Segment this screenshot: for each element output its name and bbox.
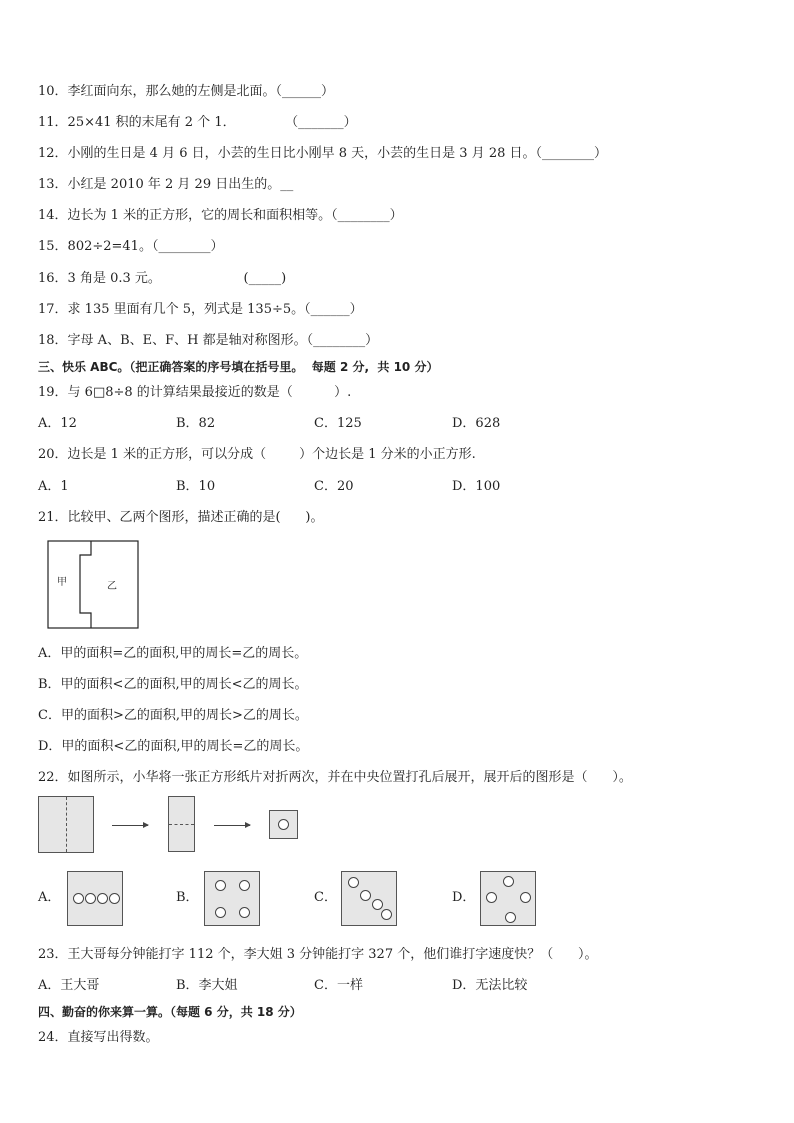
section-4-heading: 四、勤奋的你来算一算。（每题 6 分，共 18 分） [38, 1005, 302, 1019]
hole [215, 907, 226, 918]
option-a: A．12 [38, 416, 77, 431]
q22-option-d-figure [480, 871, 536, 926]
hole [109, 893, 120, 904]
q21-label-yi: 乙 [107, 581, 117, 592]
option-c: C．125 [314, 416, 362, 431]
option-d: D．628 [452, 416, 501, 431]
question-21: 21．比较甲、乙两个图形，描述正确的是( )。 [38, 510, 324, 525]
hole [505, 912, 516, 923]
q22-option-a-figure [67, 871, 123, 926]
option-a: A．王大哥 [38, 978, 100, 993]
hole [486, 892, 497, 903]
arrow-icon [112, 825, 148, 826]
option-c: C．一样 [314, 978, 363, 993]
option-c: C．20 [314, 479, 354, 494]
question-16: 16．3 角是 0.3 元。 (_____) [38, 271, 287, 286]
option-d: D．无法比较 [452, 978, 528, 993]
folding-step-3-square [269, 810, 298, 839]
question-17: 17．求 135 里面有几个 5，列式是 135÷5。（______） [38, 302, 363, 317]
hole [348, 877, 359, 888]
q21-label-jia: 甲 [57, 577, 67, 588]
question-21-option-c: C．甲的面积>乙的面积,甲的周长>乙的周长。 [38, 708, 308, 723]
question-21-option-a: A．甲的面积=乙的面积,甲的周长=乙的周长。 [38, 646, 308, 661]
hole [73, 893, 84, 904]
folding-step-1-square [38, 796, 94, 853]
hole [520, 892, 531, 903]
question-24: 24．直接写出得数。 [38, 1030, 159, 1045]
question-21-option-b: B．甲的面积<乙的面积,甲的周长<乙的周长。 [38, 677, 308, 692]
question-14: 14．边长为 1 米的正方形，它的周长和面积相等。（________） [38, 208, 403, 223]
q21-divider-line [80, 541, 91, 628]
option-d: D．100 [452, 479, 501, 494]
question-10: 10．李红面向东，那么她的左侧是北面。（______） [38, 84, 335, 99]
option-b: B．82 [176, 416, 216, 431]
q22-option-b-figure [204, 871, 260, 926]
question-20: 20．边长是 1 米的正方形，可以分成（ ）个边长是 1 分米的小正方形. [38, 447, 476, 462]
question-11: 11．25×41 积的末尾有 2 个 1． （_______） [38, 115, 357, 130]
q22-option-a-label: A． [38, 890, 61, 905]
question-23: 23．王大哥每分钟能打字 112 个，李大姐 3 分钟能打字 327 个，他们谁打字速度快？（ ）。 [38, 947, 598, 962]
question-13: 13．小红是 2010 年 2 月 29 日出生的。__ [38, 177, 294, 192]
question-21-option-d: D．甲的面积<乙的面积,甲的周长=乙的周长。 [38, 739, 309, 754]
q22-option-c-figure [341, 871, 397, 926]
hole [372, 899, 383, 910]
question-19: 19．与 6□8÷8 的计算结果最接近的数是（ ）. [38, 385, 352, 400]
option-b: B．李大姐 [176, 978, 238, 993]
q21-figure [47, 540, 141, 630]
question-12: 12．小刚的生日是 4 月 6 日，小芸的生日比小刚早 8 天，小芸的生日是 3 月 28 日。（________） [38, 146, 607, 161]
fold-line-horizontal [169, 824, 194, 825]
hole [239, 880, 250, 891]
hole [381, 909, 392, 920]
punched-hole [278, 819, 289, 830]
option-a: A．1 [38, 479, 69, 494]
question-22: 22．如图所示，小华将一张正方形纸片对折两次，并在中央位置打孔后展开，展开后的图形是（ ）。 [38, 770, 632, 785]
question-18: 18．字母 A、B、E、F、H 都是轴对称图形。（________） [38, 333, 379, 348]
question-15: 15．802÷2=41。（________） [38, 239, 224, 254]
q22-option-d-label: D． [452, 890, 476, 905]
hole [360, 890, 371, 901]
hole [503, 876, 514, 887]
hole [239, 907, 250, 918]
section-3-heading: 三、快乐 ABC。（把正确答案的序号填在括号里。 每题 2 分, 共 10 分） [38, 360, 439, 374]
hole [85, 893, 96, 904]
q22-option-c-label: C． [314, 890, 337, 905]
fold-line-vertical [66, 797, 67, 852]
arrow-icon [214, 825, 250, 826]
q22-option-b-label: B． [176, 890, 199, 905]
folding-step-2-rect [168, 796, 195, 852]
hole [97, 893, 108, 904]
hole [215, 880, 226, 891]
option-b: B．10 [176, 479, 216, 494]
